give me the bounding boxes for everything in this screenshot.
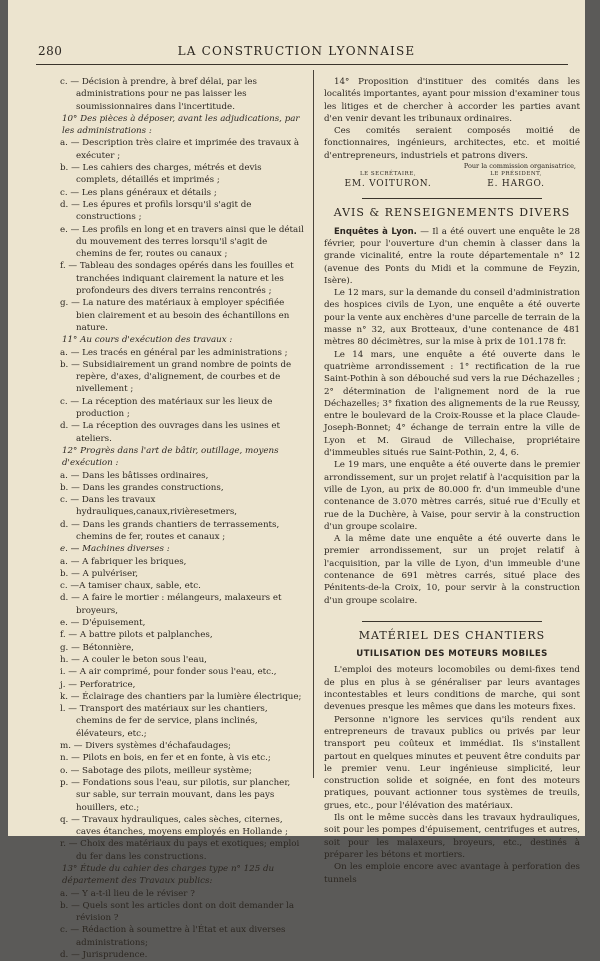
list-item: i. — A air comprimé, pour fonder sous l'eau, etc., <box>60 667 277 678</box>
materiel-heading: MATÉRIEL DES CHANTIERS <box>358 628 546 642</box>
list-item: a. — Les tracés en général par les administrations ; <box>60 347 288 358</box>
list-item: c. — Décision à prendre, à bref délai, par les administrations pour ne pas laisser les soumissionnaires dans l'incertitude. <box>60 77 257 112</box>
list-item: e. — Machines diverses : <box>60 544 170 555</box>
list-item: l. — Transport des matériaux sur les chantiers, chemins de fer de service, plans inclinés, élévateurs, etc.; <box>60 704 268 739</box>
secretary-label: LE SECRÉTAIRE, <box>360 171 416 178</box>
paragraph: Le 19 mars, une enquête a été ouverte dans le premier arrondissement, sur un projet relatif à l'acquisition par la ville de Lyon, au prix de 80.000 fr. d'un immeuble d'une contenance de 3.070 mètres carrés, situé rue d'Ecully et rue de la Duchère, à Vaise, pour servir à la construction d'un groupe scolaire. <box>324 460 580 532</box>
list-item: d. — Dans les grands chantiers de terrassements, chemins de fer, routes et canaux ; <box>60 519 280 542</box>
list-item: b. — A pulvériser, <box>60 568 139 579</box>
section-divider <box>362 198 542 199</box>
president-name: E. HARGO. <box>487 179 545 190</box>
avis-heading: AVIS & RENSEIGNEMENTS DIVERS <box>333 206 571 220</box>
list-item: f. — A battre pilots et palplanches, <box>60 630 213 641</box>
paragraph: Personne n'ignore les services qu'ils rendent aux entrepreneurs de travaux publics ou privés par leur transport peu coûteux et immédiat. Ils s'installent partout en quelques minutes et peuvent être conduits par le premier venu. Leur ingénieuse simplicité, leur construction solide et soignée, en font des moteurs pratiques, pouvant actionner tous systèmes de treuils, grues, etc., pour l'élévation des matériaux. <box>324 714 580 811</box>
list-item: c. — La réception des matériaux sur les lieux de production ; <box>60 396 273 420</box>
paragraph: A la même date une enquête a été ouverte dans le premier arrondissement, sur un projet relatif à l'acquisition, par la ville de Lyon, d'un immeuble d'une contenance de 691 mètres carrés, situé place des Pénitents-de-la Croix, 10, pour servir à la construction d'un groupe scolaire. <box>324 534 580 606</box>
list-item: d. — A faire le mortier : mélangeurs, malaxeurs et broyeurs, <box>60 593 282 616</box>
section-13-list <box>52 888 306 961</box>
right-column <box>324 76 580 886</box>
list-item: b. — Les cahiers des charges, métrés et devis complets, détaillés et imprimés ; <box>60 163 262 186</box>
secretary-name: EM. VOITURON. <box>344 179 432 190</box>
section-divider <box>362 621 542 622</box>
list-item: a. — Dans les bâtisses ordinaires, <box>60 470 209 481</box>
list-item: b. — Quels sont les articles dont on doit demander la révision ? <box>60 900 295 924</box>
signature-caption: Pour la commission organisatrice, <box>463 162 576 171</box>
section-12-list <box>52 470 306 544</box>
paragraph: 14° Proposition d'instituer des comités dans les localités importantes, ayant pour mission d'examiner tous les litiges et de chercher à accorder les parties avant d'en venir devant les tribunaux ordinaires. <box>324 77 580 124</box>
president-label: LE PRÉSIDENT, <box>490 171 542 178</box>
list-item: e. — D'épuisement, <box>60 618 146 629</box>
paragraph: Ces comités seraient composés moitié de fonctionnaires, ingénieurs, architectes, etc. et moitié d'entrepreneurs, industriels et patrons divers. <box>324 126 580 161</box>
list-item: c. — Dans les travaux hydrauliques,canaux,rivièresetmers, <box>60 495 238 518</box>
section-11-list <box>52 347 306 445</box>
list-item: c. —A tamiser chaux, sable, etc. <box>60 581 201 592</box>
list-item: c. — Rédaction à soumettre à l'État et aux diverses administrations; <box>60 925 286 948</box>
header-rule <box>36 64 568 65</box>
journal-title: LA CONSTRUCTION LYONNAISE <box>177 44 416 58</box>
paragraph: On les emploie encore avec avantage à perforation des tunnels <box>324 862 580 885</box>
list-item: m. — Divers systèmes d'échafaudages; <box>60 741 231 752</box>
paragraph: Le 12 mars, sur la demande du conseil d'administration des hospices civils de Lyon, une enquête a été ouverte pour la vente aux enchères d'une parcelle de terrain de la masse n° 32, aux Brotteaux, d'une contenance de 481 mètres 80 décimètres, sur la mise à prix de 101.178 fr. <box>324 288 580 348</box>
list-item: a. — Y a-t-il lieu de le réviser ? <box>60 888 195 899</box>
list-item: j. — Perforatrice, <box>60 679 136 690</box>
section-heading: 12° Progrès dans l'art de bâtir, outillage, moyens d'exécution : <box>62 445 279 469</box>
list-item: d. — La réception des ouvrages dans les usines et ateliers. <box>60 421 280 444</box>
page-header <box>8 44 585 64</box>
section-heading: 13° Étude du cahier des charges type n° 125 du département des Travaux publics: <box>62 864 275 887</box>
paragraph: Enquêtes à Lyon. — Il a été ouvert une enquête le 28 février, pour l'ouverture d'un chemin à classer dans la grande vicinalité, entre la route départementale n° 12 (avenue des Ponts du Midi et la commune de Feyzin, Isère). <box>324 226 580 286</box>
list-item: f. — Tableau des sondages opérés dans les fouilles et tranchées indiquant clairement la nature et les profondeurs des divers terrains rencontrés ; <box>60 261 294 297</box>
list-item: d. — Jurisprudence. <box>60 950 148 961</box>
machines-list <box>52 556 306 863</box>
signature-block <box>324 171 580 190</box>
list-item: e. — Les profils en long et en travers ainsi que le détail du mouvement des terres lorsqu'il s'agit de chemins de fer, routes ou canaux ; <box>60 224 304 260</box>
section-heading: 11° Au cours d'exécution des travaux : <box>62 335 233 346</box>
page-sheet <box>8 0 585 961</box>
list-item: n. — Pilots en bois, en fer et en fonte, à vis etc.; <box>60 753 271 764</box>
section-10-list <box>52 137 306 334</box>
list-item: d. — Les épures et profils lorsqu'il s'agit de constructions ; <box>60 199 252 223</box>
list-item: p. — Fondations sous l'eau, sur pilotis, sur plancher, sur sable, sur terrain mouvant, dans les pays houillers, etc.; <box>60 777 291 813</box>
left-column <box>52 76 306 961</box>
list-item: c. — Les plans généraux et détails ; <box>60 187 217 198</box>
paragraph: Ils ont le même succès dans les travaux hydrauliques, soit pour les pompes d'épuisement, centrifuges et autres, soit pour les malaxeurs, broyeurs, etc., destinés à préparer les bétons et mortiers. <box>324 813 580 860</box>
section-heading: 10° Des pièces à déposer, avant les adjudications, par les administrations : <box>62 113 300 137</box>
page-number: 280 <box>38 44 63 58</box>
list-item: h. — A couler le beton sous l'eau, <box>60 654 207 665</box>
list-item: g. — La nature des matériaux à employer spécifiée bien clairement et au besoin des échantillons en nature. <box>60 298 290 333</box>
paragraph: L'emploi des moteurs locomobiles ou demi-fixes tend de plus en plus à se généraliser par leurs avantages incontestables et leurs conditions de marche, qui sont devenues presque les mêmes que dans les moteurs fixes. <box>324 665 580 713</box>
list-item: b. — Subsidiairement un grand nombre de points de repère, d'axes, d'alignement, de courbes et de nivellement ; <box>60 359 292 395</box>
list-item: r. — Choix des matériaux du pays et exotiques; emploi du fer dans les constructions. <box>60 839 300 862</box>
list-item: b. — Dans les grandes constructions, <box>60 482 224 493</box>
list-item: o. — Sabotage des pilots, meilleur système; <box>60 765 252 776</box>
materiel-subheading: UTILISATION DES MOTEURS MOBILES <box>356 649 548 660</box>
column-divider <box>313 70 314 778</box>
list-item: q. — Travaux hydrauliques, cales sèches, citernes, caves étanches, moyens employés en Hollande ; <box>60 814 288 838</box>
list-item: a. — A fabriquer les briques, <box>60 556 187 567</box>
paragraph: Le 14 mars, une enquête a été ouverte dans le quatrième arrondissement : 1° rectification de la rue Saint-Pothin à son débouché sud vers la rue Déchazelles ; 2° détermination de l'alignement nord de la rue Déchazelles; 3° fixation des alignements de la rue Reussy, entre le boulevard de la Croix-Rousse et la place Claude-Joseph-Bonnet; 4° échange de terrain entre la ville de Lyon et M. Giraud de Villechaise, propriétaire d'immeubles situés rue Saint-Pothin, 2, 4, 6. <box>324 349 580 459</box>
list-item: a. — Description très claire et imprimée des travaux à exécuter ; <box>60 138 300 161</box>
list-item: k. — Éclairage des chantiers par la lumière électrique; <box>60 691 302 702</box>
list-item: g. — Bétonnière, <box>60 642 134 653</box>
